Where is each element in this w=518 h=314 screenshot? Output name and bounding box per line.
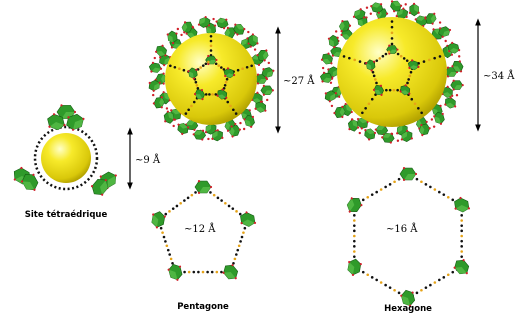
linker-dot (231, 207, 234, 210)
tetra-caption: Site tétraédrique (24, 210, 108, 220)
linker-dot (164, 240, 167, 243)
linker-dot (244, 227, 247, 230)
linker-dot (239, 213, 242, 216)
linker-dot (385, 53, 388, 56)
linker-dot (228, 205, 231, 208)
linker-dot (220, 66, 223, 69)
linker-dot (353, 214, 356, 217)
linker-dot (416, 292, 419, 295)
polyhedron-icon (451, 195, 472, 215)
linker-dot (429, 284, 432, 287)
oxygen-dot (458, 55, 460, 57)
linker-dot (447, 273, 450, 276)
linker-dot (353, 59, 356, 62)
linker-dot (460, 245, 463, 248)
linker-dot (460, 224, 463, 227)
linker-dot (225, 81, 228, 84)
linker-dot (434, 188, 437, 191)
linker-dot (179, 202, 182, 205)
linker-dot (391, 43, 394, 46)
linker-dot (414, 102, 417, 105)
linker-dot (169, 64, 172, 67)
linker-dot (220, 199, 223, 202)
linker-dot (213, 194, 216, 197)
linker-dot (361, 112, 364, 115)
linker-dot (164, 213, 167, 216)
linker-dot (393, 289, 396, 292)
linker-dot (393, 180, 396, 183)
linker-dot (379, 57, 382, 60)
oxygen-dot (330, 82, 332, 84)
linker-dot (391, 37, 394, 40)
linker-dot (239, 240, 242, 243)
tetrahedral-sphere (41, 133, 91, 183)
linker-dot (210, 49, 213, 52)
linker-dot (235, 253, 238, 256)
linker-dot (460, 235, 463, 238)
polyhedron-icon (220, 261, 242, 283)
linker-dot (242, 231, 245, 234)
linker-dot (410, 71, 413, 74)
hexagon-ring (343, 167, 473, 309)
large-cage-size-label: ~34 Å (483, 71, 515, 82)
linker-dot (195, 81, 198, 84)
linker-dot (410, 98, 413, 101)
large-cage (319, 0, 466, 145)
hexagon-size-label: ~16 Å (386, 224, 418, 235)
linker-dot (371, 276, 374, 279)
polyhedron-icon (451, 80, 464, 91)
oxygen-dot (207, 138, 209, 140)
linker-dot (420, 180, 423, 183)
linker-dot (366, 196, 369, 199)
linker-dot (375, 279, 378, 282)
linker-dot (460, 255, 463, 258)
linker-dot (375, 59, 378, 62)
linker-dot (220, 271, 223, 274)
linker-dot (406, 59, 409, 62)
linker-dot (420, 289, 423, 292)
linker-dot (193, 101, 196, 104)
oxygen-dot (180, 34, 182, 36)
linker-dot (168, 210, 171, 213)
linker-dot (238, 244, 241, 247)
pentagon-size-label: ~12 Å (184, 224, 216, 235)
linker-dot (400, 55, 403, 58)
oxygen-dot (433, 125, 435, 127)
linker-dot (202, 271, 205, 274)
linker-dot (235, 112, 238, 115)
oxygen-dot (239, 122, 241, 124)
linker-dot (241, 67, 244, 70)
linker-dot (194, 191, 197, 194)
linker-dot (178, 67, 181, 70)
linker-dot (188, 271, 191, 274)
linker-dot (393, 89, 396, 92)
linker-dot (353, 250, 356, 253)
linker-dot (187, 108, 190, 111)
linker-dot (210, 44, 213, 47)
linker-dot (192, 271, 195, 274)
linker-dot (407, 78, 410, 81)
linker-dot (206, 271, 209, 274)
linker-dot (235, 210, 238, 213)
polyhedron-icon (261, 85, 274, 96)
polyhedron-icon (150, 210, 167, 229)
oxygen-dot (331, 105, 333, 107)
oxygen-dot (154, 57, 156, 59)
linker-dot (420, 112, 423, 115)
oxygen-dot (212, 18, 214, 20)
linker-dot (353, 245, 356, 248)
linker-dot (199, 66, 202, 69)
linker-dot (353, 224, 356, 227)
linker-dot (224, 84, 227, 87)
linker-dot (460, 230, 463, 233)
polyhedron-icon (409, 3, 420, 16)
linker-dot (375, 191, 378, 194)
linker-dot (353, 235, 356, 238)
linker-dot (207, 61, 210, 64)
linker-dot (161, 231, 164, 234)
linker-dot (451, 271, 454, 274)
oxygen-dot (335, 30, 337, 32)
linker-dot (451, 199, 454, 202)
linker-dot (373, 75, 376, 78)
linker-dot (438, 191, 441, 194)
linker-dot (197, 87, 200, 90)
linker-dot (375, 82, 378, 85)
linker-dot (403, 57, 406, 60)
linker-dot (366, 273, 369, 276)
linker-dot (217, 64, 220, 67)
linker-dot (174, 66, 177, 69)
tetrahedral-site (10, 104, 120, 199)
polyhedron-icon (167, 262, 185, 282)
linker-dot (223, 68, 226, 71)
linker-dot (398, 292, 401, 295)
oxygen-dot (370, 13, 372, 15)
linker-dot (460, 240, 463, 243)
linker-dot (384, 186, 387, 189)
linker-dot (438, 279, 441, 282)
polyhedron-icon (400, 167, 417, 181)
oxygen-dot (166, 107, 168, 109)
linker-dot (439, 55, 442, 58)
oxygen-dot (366, 6, 368, 8)
linker-dot (166, 244, 169, 247)
linker-dot (409, 75, 412, 78)
linker-dot (353, 240, 356, 243)
linker-dot (429, 186, 432, 189)
oxygen-dot (268, 62, 270, 64)
linker-dot (183, 199, 186, 202)
linker-dot (229, 105, 232, 108)
linker-dot (191, 194, 194, 197)
linker-dot (380, 188, 383, 191)
linker-dot (208, 93, 211, 96)
linker-dot (388, 50, 391, 53)
linker-dot (183, 69, 186, 72)
linker-dot (343, 55, 346, 58)
medium-cage (147, 15, 277, 144)
linker-dot (385, 89, 388, 92)
linker-dot (205, 93, 208, 96)
linker-dot (397, 53, 400, 56)
polyhedron-icon (343, 194, 364, 216)
linker-dot (417, 107, 420, 110)
linker-dot (176, 205, 179, 208)
linker-dot (368, 102, 371, 105)
linker-dot (389, 89, 392, 92)
linker-dot (232, 108, 235, 111)
polyhedron-icon (237, 210, 258, 230)
linker-dot (353, 219, 356, 222)
oxygen-dot (247, 31, 249, 33)
polyhedron-icon (328, 35, 340, 49)
linker-dot (389, 183, 392, 186)
linker-dot (234, 258, 237, 261)
linker-dot (187, 197, 190, 200)
oxygen-dot (439, 21, 441, 23)
medium-cage-size-label: ~27 Å (283, 76, 315, 87)
linker-dot (353, 255, 356, 258)
linker-dot (371, 193, 374, 196)
linker-dot (236, 249, 239, 252)
linker-dot (211, 271, 214, 274)
linker-dot (216, 271, 219, 274)
oxygen-dot (456, 94, 458, 96)
linker-dot (250, 64, 253, 67)
linker-dot (209, 191, 212, 194)
linker-dot (391, 20, 394, 23)
linker-dot (380, 281, 383, 284)
hexagon-window (343, 167, 473, 309)
linker-dot (391, 31, 394, 34)
oxygen-dot (254, 48, 256, 50)
linker-dot (167, 249, 170, 252)
linker-dot (433, 57, 436, 60)
oxygen-dot (152, 94, 154, 96)
linker-dot (224, 202, 227, 205)
linker-dot (389, 286, 392, 289)
linker-dot (382, 55, 385, 58)
linker-dot (442, 276, 445, 279)
linker-dot (460, 219, 463, 222)
linker-dot (391, 26, 394, 29)
linker-dot (362, 271, 365, 274)
oxygen-dot (172, 125, 174, 127)
linker-dot (241, 236, 244, 239)
linker-dot (406, 82, 409, 85)
pentagon-caption: Pentagone (177, 302, 229, 312)
linker-dot (398, 178, 401, 181)
linker-dot (197, 271, 200, 274)
linker-dot (183, 271, 186, 274)
linker-dot (160, 227, 163, 230)
linker-dot (168, 253, 171, 256)
oxygen-dot (322, 67, 324, 69)
oxygen-dot (359, 132, 361, 134)
polyhedron-icon (346, 258, 363, 277)
linker-dot (348, 57, 351, 60)
linker-dot (374, 78, 377, 81)
linker-dot (170, 258, 173, 261)
linker-dot (211, 93, 214, 96)
linker-dot (447, 196, 450, 199)
linker-dot (423, 60, 426, 63)
oxygen-dot (177, 28, 179, 30)
linker-dot (442, 193, 445, 196)
linker-dot (185, 112, 188, 115)
linker-dot (163, 236, 166, 239)
oxygen-dot (243, 128, 245, 130)
linker-dot (172, 207, 175, 210)
oxygen-dot (397, 140, 399, 142)
linker-dot (425, 286, 428, 289)
linker-dot (190, 105, 193, 108)
linker-dot (371, 98, 374, 101)
linker-dot (416, 178, 419, 181)
oxygen-dot (431, 118, 433, 120)
linker-dot (460, 250, 463, 253)
tetra-size-label: ~9 Å (135, 155, 161, 166)
linker-dot (396, 89, 399, 92)
linker-dot (246, 66, 249, 69)
oxygen-dot (266, 99, 268, 101)
linker-dot (434, 281, 437, 284)
polyhedron-icon (442, 95, 459, 112)
oxygen-dot (444, 40, 446, 42)
linker-dot (353, 230, 356, 233)
linker-dot (425, 183, 428, 186)
linker-dot (237, 69, 240, 72)
oxygen-dot (405, 3, 407, 5)
linker-dot (217, 197, 220, 200)
linker-dot (210, 35, 213, 38)
linker-dot (364, 107, 367, 110)
linker-dot (205, 62, 208, 65)
linker-dot (215, 62, 218, 65)
hexagon-caption: Hexagone (384, 304, 432, 314)
linker-dot (362, 199, 365, 202)
linker-dot (359, 60, 362, 63)
linker-dot (202, 64, 205, 67)
linker-dot (226, 78, 229, 81)
polyhedron-icon (451, 256, 473, 278)
linker-dot (460, 214, 463, 217)
linker-dot (384, 284, 387, 287)
linker-dot (428, 59, 431, 62)
linker-dot (196, 84, 199, 87)
linker-dot (226, 101, 229, 104)
linker-dot (210, 40, 213, 43)
